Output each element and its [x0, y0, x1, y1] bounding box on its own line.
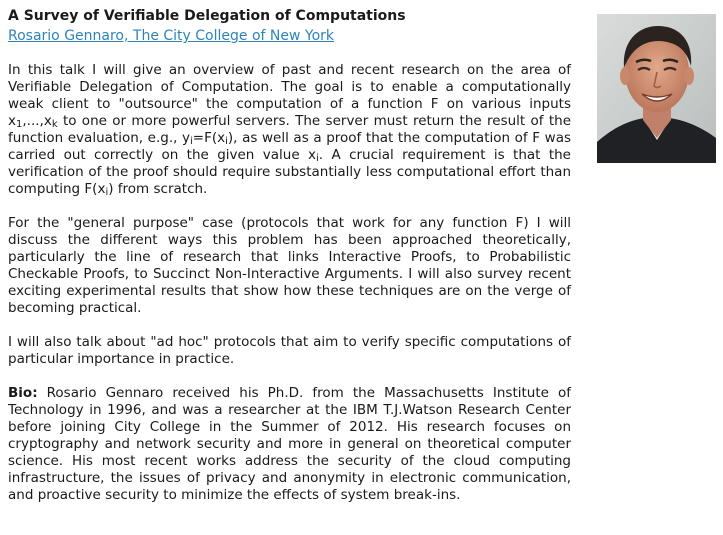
speaker-photo [597, 14, 716, 163]
talk-abstract [8, 8, 571, 504]
p1-sub-i-1: i [190, 136, 193, 147]
abstract-paragraph-1 [8, 62, 571, 198]
p1-sub-i-2: i [225, 136, 228, 147]
talk-title: A Survey of Verifiable Delegation of Computations [8, 8, 406, 24]
p1-text-f: . A crucial requirement is that the verification of the proof should require substantially less computational effort than computing F(x [8, 147, 571, 197]
p1-sub-1: 1 [16, 119, 23, 130]
abstract-paragraph-3: I will also talk about "ad hoc" protocols that aim to verify specific computations of particular importance in practice. [8, 334, 571, 367]
speaker-portrait [597, 14, 716, 163]
p1-text-d: =F(x [192, 130, 226, 146]
abstract-paragraph-2: For the "general purpose" case (protocols that work for any function F) I will discuss the different ways this problem has been approached theoretically, particularly the line of research that links Interactive Proofs, to Probabilistic Checkable Proofs, to Succinct Non-Interactive Arguments. I will also survey recent exciting experimental results that show how these techniques are on the verge of becoming practical. [8, 215, 571, 316]
p1-sub-i-4: i [105, 187, 109, 198]
p1-text-c: to one or more powerful servers. The server must return the result of the function evaluation, e.g., y [8, 113, 571, 146]
p1-text-a: In this talk I will give an overview of past and recent research on the area of Verifiable Delegation of Computation. The goal is to enable a computationally weak client to "outsource" the computation of a function F on various inputs x [8, 62, 571, 129]
bio-text: Rosario Gennaro received his Ph.D. from the Massachusetts Institute of Technology in 1996, and was a researcher at the IBM T.J.Watson Research Center before joining City College in the Summer of 2012. His research focuses on cryptography and network security and more in general on theoretical computer science. His most recent works address the security of the cloud computing infrastructure, the issues of privacy and anonymity in electronic communication, and proactive security to minimize the effects of system break-ins. [8, 385, 571, 503]
bio-label: Bio: [8, 385, 38, 401]
bio-paragraph [8, 385, 571, 504]
p1-sub-i-3: i [316, 153, 319, 164]
p1-text-e: ), as well as a proof that the computation of F was carried out correctly on the given value x [8, 130, 572, 163]
speaker-link[interactable]: Rosario Gennaro, The City College of New York [8, 28, 335, 44]
p1-text-b: ,...,x [22, 113, 52, 129]
p1-sub-k: k [51, 119, 58, 130]
p1-text-g: ) from scratch. [108, 181, 208, 197]
